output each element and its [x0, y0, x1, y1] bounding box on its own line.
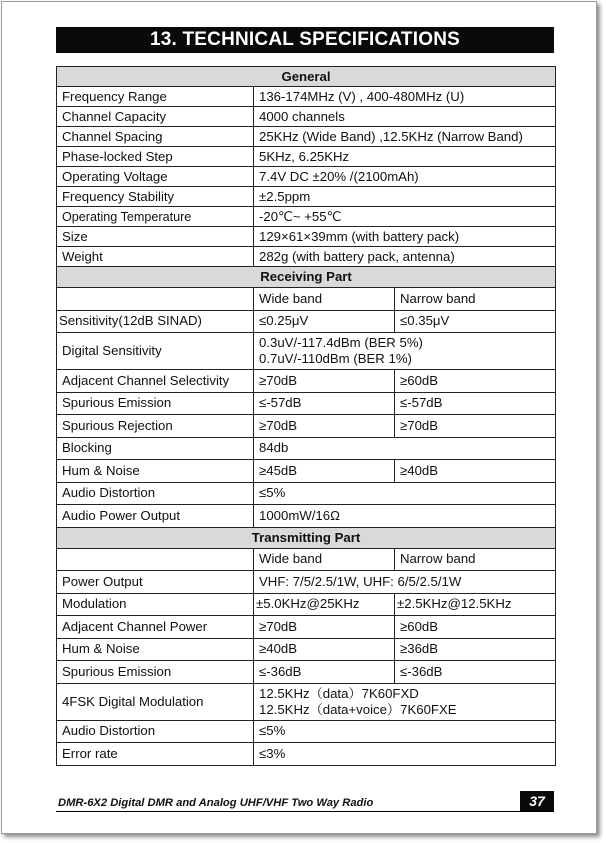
column-header-wide: Wide band	[254, 548, 395, 571]
table-row	[57, 437, 556, 460]
spec-value-narrow: ≤-57dB	[395, 392, 556, 415]
table-row	[57, 482, 556, 505]
spec-value-wide: ≤0.25μV	[254, 310, 395, 333]
table-row	[57, 392, 556, 415]
table-row	[57, 147, 556, 167]
table-row	[57, 415, 556, 438]
spec-value-wide: ≥70dB	[254, 616, 395, 639]
spec-label: Channel Capacity	[57, 107, 254, 127]
spec-value	[254, 683, 556, 720]
table-row	[57, 616, 556, 639]
spec-value-narrow: ±2.5KHz@12.5KHz	[395, 593, 556, 616]
table-row	[57, 247, 556, 267]
spec-value: 4000 channels	[254, 107, 556, 127]
spec-label	[57, 288, 254, 311]
table-row	[57, 720, 556, 743]
spec-value-narrow: ≥60dB	[395, 370, 556, 393]
spec-value-narrow: ≥36dB	[395, 638, 556, 661]
spec-value: ≤5%	[254, 482, 556, 505]
spec-value-wide: ±5.0KHz@25KHz	[254, 593, 395, 616]
spec-value: ±2.5ppm	[254, 187, 556, 207]
spec-value: 136-174MHz (V) , 400-480MHz (U)	[254, 87, 556, 107]
spec-label: Spurious Rejection	[57, 415, 254, 438]
table-row	[57, 548, 556, 571]
spec-value: VHF: 7/5/2.5/1W, UHF: 6/5/2.5/1W	[254, 571, 556, 594]
spec-label: Adjacent Channel Selectivity	[57, 370, 254, 393]
page-number: 37	[520, 791, 554, 811]
table-row	[57, 638, 556, 661]
spec-label: Audio Distortion	[57, 482, 254, 505]
table-row	[57, 505, 556, 528]
column-header-narrow: Narrow band	[395, 288, 556, 311]
table-row	[57, 571, 556, 594]
spec-label: Audio Distortion	[57, 720, 254, 743]
table-row	[57, 683, 556, 720]
spec-value: 7.4V DC ±20% /(2100mAh)	[254, 167, 556, 187]
table-row	[57, 661, 556, 684]
spec-value-line: 12.5KHz（data）7K60FXD	[259, 685, 419, 701]
spec-label: Size	[57, 227, 254, 247]
spec-value: 25KHz (Wide Band) ,12.5KHz (Narrow Band)	[254, 127, 556, 147]
table-row	[57, 593, 556, 616]
table-row	[57, 333, 556, 370]
table-row	[57, 227, 556, 247]
spec-value-line: 0.3uV/-117.4dBm (BER 5%)	[259, 335, 423, 350]
section-heading-general: General	[57, 67, 556, 87]
table-row	[57, 207, 556, 227]
spec-value: -20℃~ +55℃	[254, 207, 556, 227]
spec-value-wide: ≥45dB	[254, 460, 395, 483]
table-row	[57, 187, 556, 207]
spec-value-narrow: ≤-36dB	[395, 661, 556, 684]
spec-label: Weight	[57, 247, 254, 267]
table-row	[57, 743, 556, 766]
spec-label: Hum & Noise	[57, 460, 254, 483]
spec-label: Sensitivity(12dB SINAD)	[57, 310, 254, 333]
column-header-narrow: Narrow band	[395, 548, 556, 571]
spec-label: Operating Temperature	[57, 207, 254, 227]
table-row	[57, 310, 556, 333]
spec-label: Phase-locked Step	[57, 147, 254, 167]
spec-label	[57, 548, 254, 571]
spec-label: Spurious Emission	[57, 392, 254, 415]
spec-label: Modulation	[57, 593, 254, 616]
spec-label: Error rate	[57, 743, 254, 766]
spec-value-narrow: ≥40dB	[395, 460, 556, 483]
spec-label: Frequency Stability	[57, 187, 254, 207]
spec-label: Operating Voltage	[57, 167, 254, 187]
table-row	[57, 288, 556, 311]
spec-label: 4FSK Digital Modulation	[57, 683, 254, 720]
spec-value-narrow: ≥60dB	[395, 616, 556, 639]
table-row	[57, 167, 556, 187]
spec-value-wide: ≤-36dB	[254, 661, 395, 684]
table-row	[57, 107, 556, 127]
spec-value: 1000mW/16Ω	[254, 505, 556, 528]
table-row	[57, 460, 556, 483]
spec-value: ≤5%	[254, 720, 556, 743]
spec-label: Blocking	[57, 437, 254, 460]
table-row	[57, 87, 556, 107]
spec-label: Power Output	[57, 571, 254, 594]
spec-value-narrow: ≥70dB	[395, 415, 556, 438]
spec-label: Adjacent Channel Power	[57, 616, 254, 639]
spec-value: 84db	[254, 437, 556, 460]
spec-value: ≤3%	[254, 743, 556, 766]
spec-value: 129×61×39mm (with battery pack)	[254, 227, 556, 247]
spec-label: Spurious Emission	[57, 661, 254, 684]
spec-label: Digital Sensitivity	[57, 333, 254, 370]
column-header-wide: Wide band	[254, 288, 395, 311]
spec-label: Channel Spacing	[57, 127, 254, 147]
section-heading-receiving: Receiving Part	[57, 267, 556, 288]
spec-value-wide: ≥70dB	[254, 370, 395, 393]
spec-table	[56, 66, 556, 766]
spec-value: 282g (with battery pack, antenna)	[254, 247, 556, 267]
spec-label: Audio Power Output	[57, 505, 254, 528]
spec-value	[254, 333, 556, 370]
footer-product-name: DMR-6X2 Digital DMR and Analog UHF/VHF Two Way Radio	[58, 797, 374, 809]
spec-value-line: 0.7uV/-110dBm (BER 1%)	[259, 351, 412, 366]
spec-value-wide: ≥70dB	[254, 415, 395, 438]
table-row	[57, 370, 556, 393]
spec-value-line: 12.5KHz（data+voice）7K60FXE	[259, 701, 457, 717]
spec-value-wide: ≤-57dB	[254, 392, 395, 415]
spec-label: Hum & Noise	[57, 638, 254, 661]
spec-label: Frequency Range	[57, 87, 254, 107]
table-row	[57, 127, 556, 147]
spec-value: 5KHz, 6.25KHz	[254, 147, 556, 167]
spec-value-wide: ≥40dB	[254, 638, 395, 661]
section-heading-transmitting: Transmitting Part	[57, 527, 556, 548]
footer-divider	[56, 811, 554, 812]
page-title: 13. TECHNICAL SPECIFICATIONS	[56, 27, 554, 53]
spec-value-narrow: ≤0.35μV	[395, 310, 556, 333]
